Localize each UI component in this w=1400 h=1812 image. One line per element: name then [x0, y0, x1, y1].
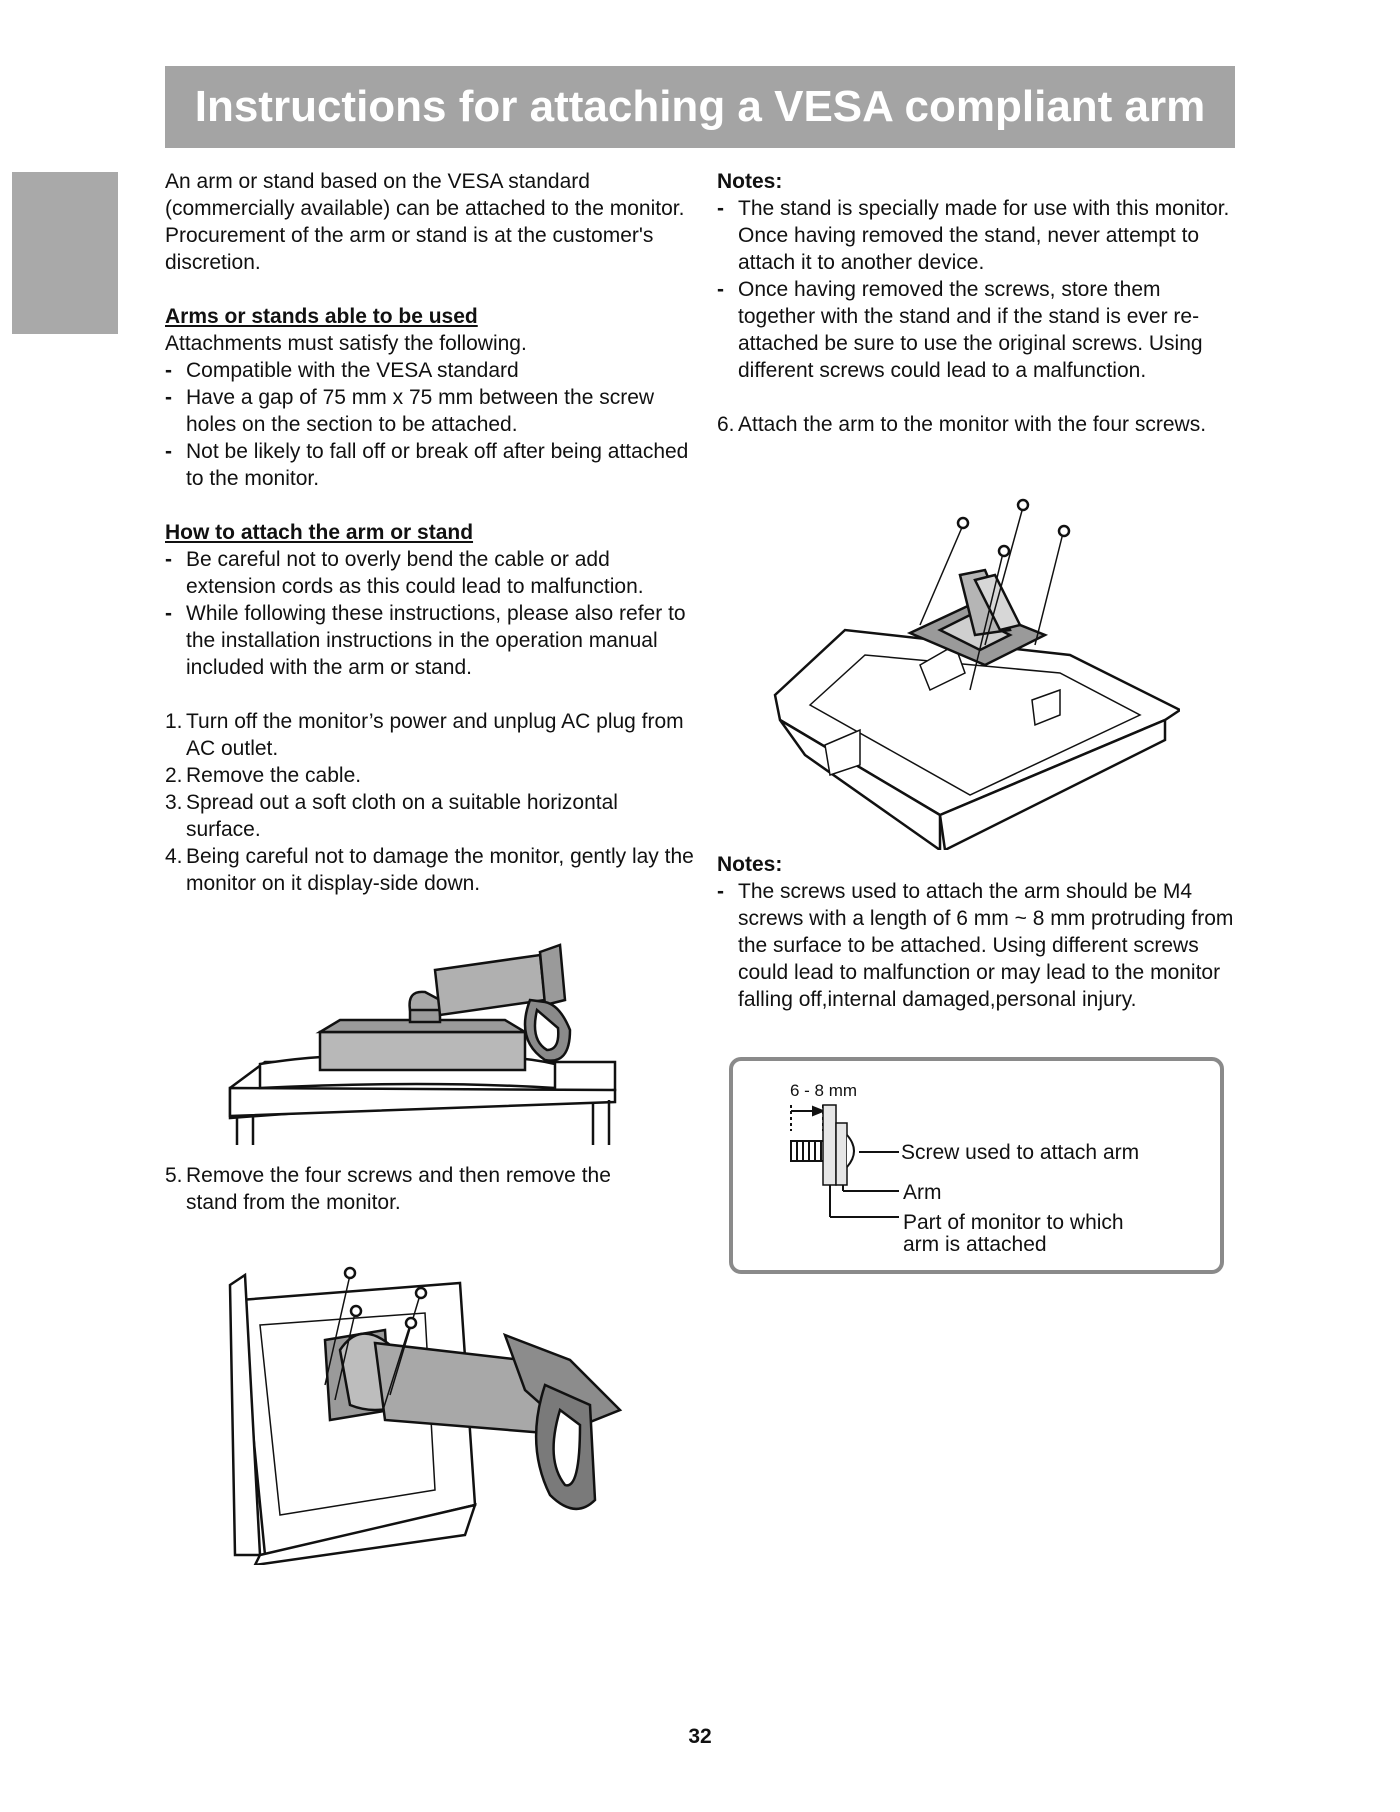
arms-heading: Arms or stands able to be used: [165, 305, 478, 328]
list-item: - Not be likely to fall off or break off after being attached to the monitor.: [165, 440, 689, 490]
screw-label: Screw used to attach arm: [901, 1141, 1140, 1164]
list-item: - Compatible with the VESA standard: [165, 359, 519, 382]
monitor-part-label: Part of monitor to which: [903, 1211, 1124, 1234]
list-item: - The stand is specially made for use with this monitor. Once having removed the stand, never attempt to attach it to another device.: [717, 197, 1230, 274]
bullet-icon: -: [717, 880, 724, 903]
remove-stand-illustration: [225, 1225, 635, 1565]
step-item: 5. Remove the four screws and then remove the stand from the monitor.: [165, 1164, 611, 1214]
page-number: 32: [688, 1725, 712, 1748]
list-item: - While following these instructions, please also refer to the installation instructions in the operation manual included with the arm or stand.: [165, 602, 686, 679]
arm-label: Arm: [903, 1181, 942, 1204]
notes-2: [717, 851, 1237, 1013]
bullet-icon: -: [165, 359, 172, 382]
list-item: - Once having removed the screws, store them together with the stand and if the stand is ever re-attached be sure to use the original screws. Using different screws could lead to a malfunction.: [717, 278, 1203, 382]
screw-icon: [958, 518, 968, 528]
screw-diagram: [729, 1057, 1224, 1274]
step-item: 4. Being careful not to damage the monitor, gently lay the monitor on it display-side down.: [165, 845, 694, 895]
screw-icon: [345, 1268, 355, 1278]
arms-lead: Attachments must satisfy the following.: [165, 332, 527, 355]
how-heading: How to attach the arm or stand: [165, 521, 474, 544]
left-column: [165, 168, 695, 897]
monitor-on-table-illustration: [225, 940, 635, 1150]
bullet-icon: -: [165, 440, 172, 463]
monitor-part-label-2: arm is attached: [903, 1233, 1047, 1256]
bullet-icon: -: [717, 278, 724, 301]
screw-icon: [999, 546, 1009, 556]
screw-icon: [1018, 500, 1028, 510]
bullet-icon: -: [165, 602, 172, 625]
right-column: [717, 168, 1237, 438]
step-item: 3. Spread out a soft cloth on a suitable horizontal surface.: [165, 791, 618, 841]
intro-paragraph-2: Procurement of the arm or stand is at the customer's discretion.: [165, 224, 654, 274]
step-item: 2. Remove the cable.: [165, 764, 362, 787]
attach-arm-illustration: [770, 495, 1180, 850]
screw-icon: [351, 1306, 361, 1316]
bullet-icon: -: [165, 548, 172, 571]
intro-paragraph: An arm or stand based on the VESA standard (commercially available) can be attached to the monitor.: [165, 170, 685, 220]
screw-icon: [1059, 526, 1069, 536]
screw-icon: [406, 1318, 416, 1328]
list-item: - Have a gap of 75 mm x 75 mm between the screw holes on the section to be attached.: [165, 386, 655, 436]
step-5: [165, 1162, 665, 1216]
list-item: - Be careful not to overly bend the cable or add extension cords as this could lead to malfunction.: [165, 548, 644, 598]
dimension-label: 6 - 8 mm: [790, 1081, 858, 1100]
page-title: Instructions for attaching a VESA compliant arm: [165, 66, 1235, 148]
section-tab: [12, 172, 118, 334]
bullet-icon: -: [717, 197, 724, 220]
bullet-icon: -: [165, 386, 172, 409]
list-item: - The screws used to attach the arm should be M4 screws with a length of 6 mm ~ 8 mm protruding from the surface to be attached. Using different screws could lead to malfunction or may lead to the monitor falling off,internal damaged,personal injury.: [717, 880, 1234, 1011]
notes-label: Notes:: [717, 170, 783, 193]
step-item: 1. Turn off the monitor’s power and unplug AC plug from AC outlet.: [165, 710, 684, 760]
notes-label: Notes:: [717, 853, 783, 876]
step-item: 6. Attach the arm to the monitor with the four screws.: [717, 413, 1207, 436]
screw-icon: [416, 1288, 426, 1298]
